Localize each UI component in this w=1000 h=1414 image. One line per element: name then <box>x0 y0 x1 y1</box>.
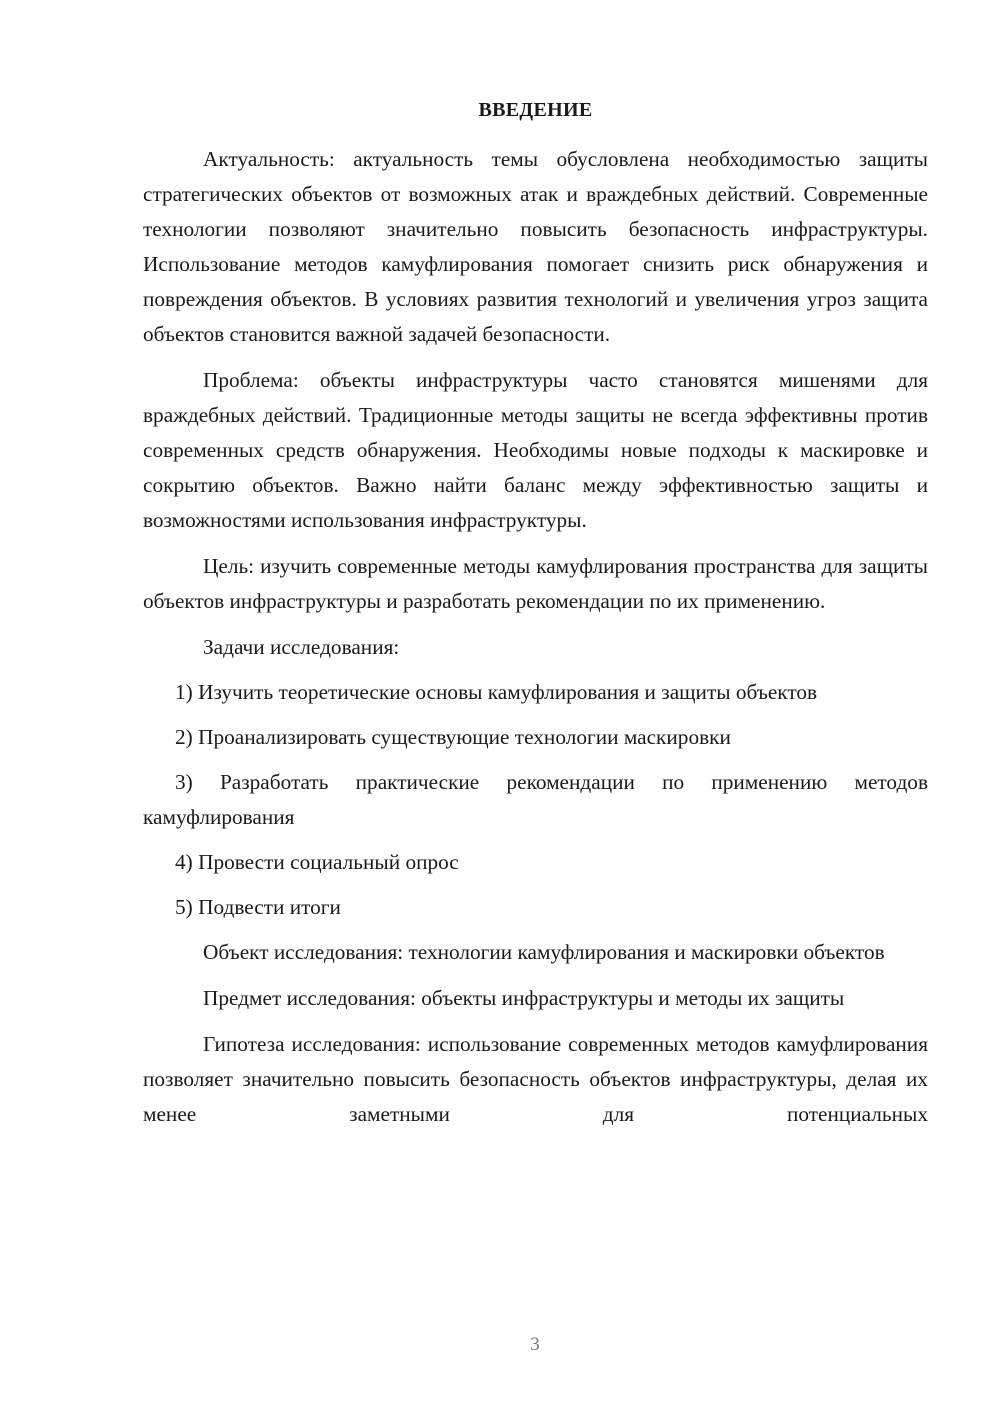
task-item-5: 5) Подвести итоги <box>175 895 341 919</box>
page-content <box>143 92 928 1143</box>
tasks-label: Задачи исследования: <box>203 635 400 659</box>
object-paragraph: Объект исследования: технологии камуфлирования и маскировки объектов <box>203 940 885 964</box>
page-title: ВВЕДЕНИЕ <box>478 99 593 121</box>
goal-paragraph: Цель: изучить современные методы камуфлирования пространства для защиты объектов инфраструктуры и разработать рекомендации по их применению. <box>143 554 928 613</box>
page-number: 3 <box>530 1334 540 1355</box>
subject-paragraph: Предмет исследования: объекты инфраструктуры и методы их защиты <box>203 986 845 1010</box>
hypothesis-paragraph: Гипотеза исследования: использование современных методов камуфлирования позволяет значительно повысить безопасность объектов инфраструктуры, делая их менее заметными для потенциальных <box>143 1032 928 1126</box>
task-item-4: 4) Провести социальный опрос <box>175 850 459 874</box>
task-item-1: 1) Изучить теоретические основы камуфлирования и защиты объектов <box>175 680 818 704</box>
task-item-3: 3) Разработать практические рекомендации по применению методов камуфлирования <box>143 770 928 829</box>
relevance-paragraph: Актуальность: актуальность темы обусловлена необходимостью защиты стратегических объектов от возможных атак и враждебных действий. Современные технологии позволяют значительно повысить безопасность инфраструктуры. Использование методов камуфлирования помогает снизить риск обнаружения и повреждения объектов. В условиях развития технологий и увеличения угроз защита объектов становится важной задачей безопасности. <box>143 147 928 346</box>
problem-paragraph: Проблема: объекты инфраструктуры часто становятся мишенями для враждебных действий. Традиционные методы защиты не всегда эффективны против современных средств обнаружения. Необходимы новые подходы к маскировке и сокрытию объектов. Важно найти баланс между эффективностью защиты и возможностями использования инфраструктуры. <box>143 368 928 532</box>
task-item-2: 2) Проанализировать существующие технологии маскировки <box>175 725 731 749</box>
